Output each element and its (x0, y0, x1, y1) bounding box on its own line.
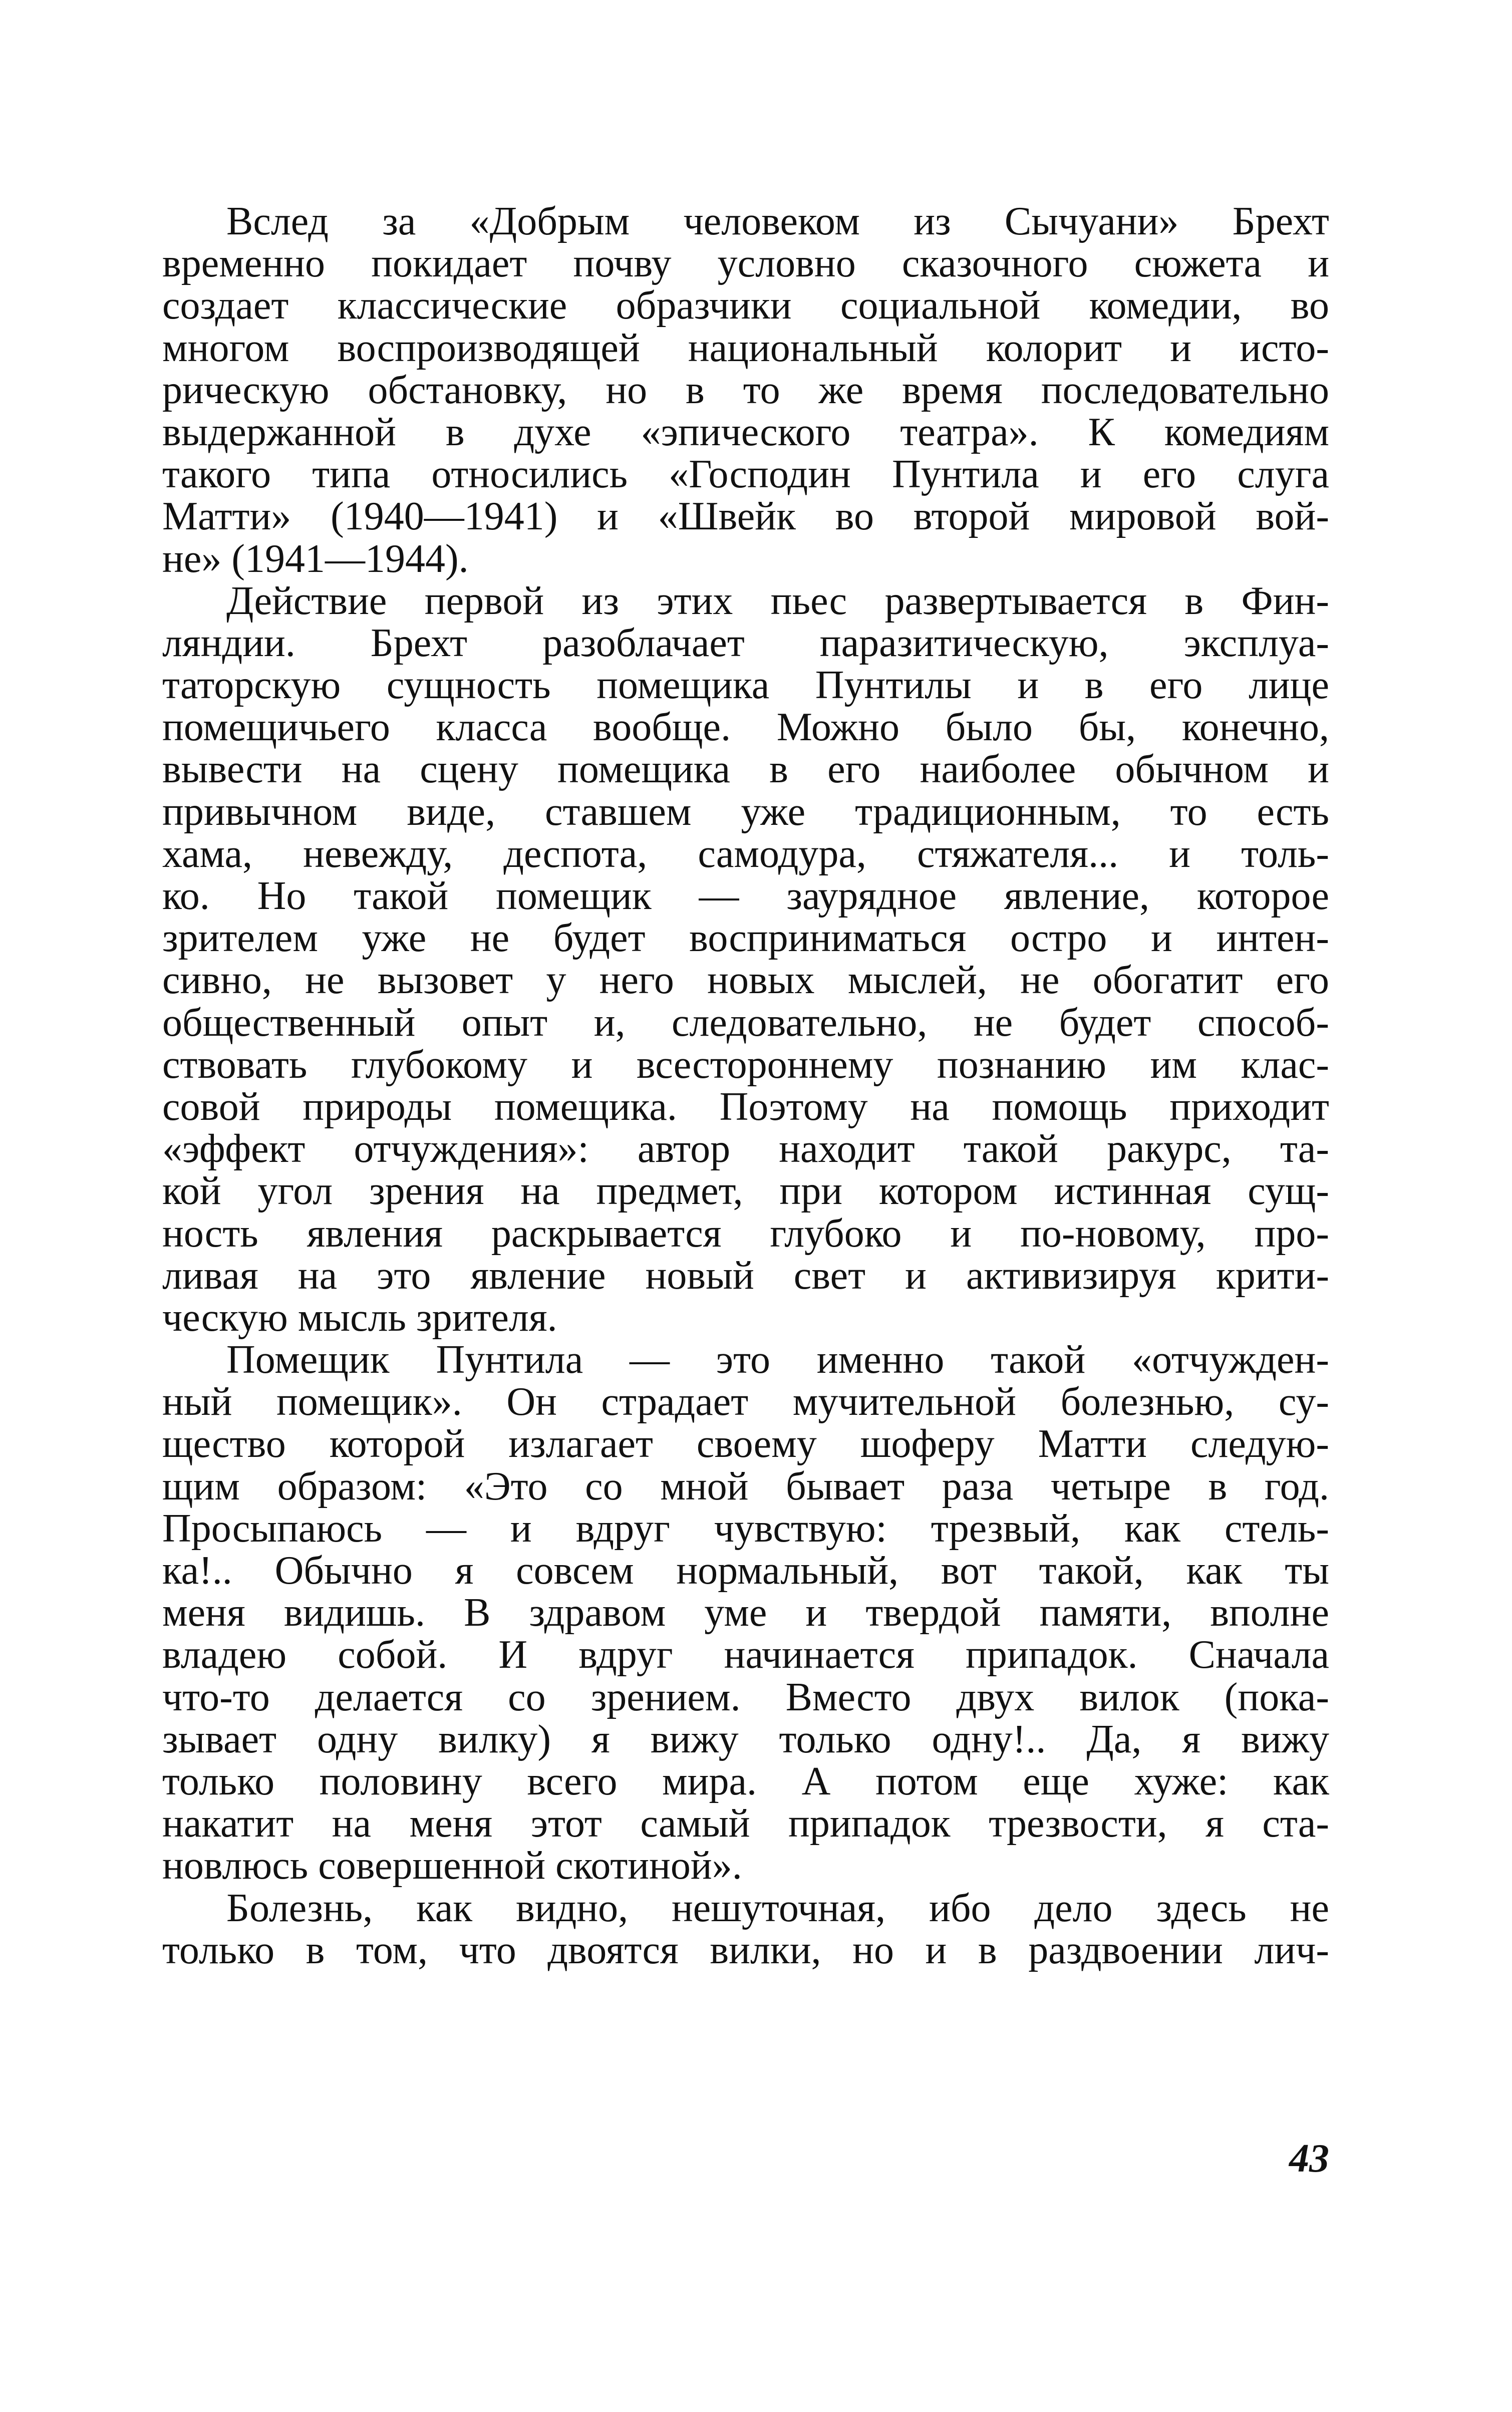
text-line: новлюсь совершенной скотиной». (162, 1844, 742, 1888)
text-line: кой угол зрения на предмет, при котором истинная сущ- (162, 1169, 1329, 1214)
text-line: ствовать глубокому и всестороннему познанию им клас- (162, 1042, 1329, 1087)
text-line: что-то делается со зрением. Вместо двух вилок (пока- (162, 1675, 1329, 1719)
text-line: помещичьего класса вообще. Можно было бы, конечно, (162, 705, 1329, 750)
text-line: создает классические образчики социальной комедии, во (162, 283, 1329, 328)
text-line: накатит на меня этот самый припадок трезвости, я ста- (162, 1801, 1329, 1846)
text-line: только в том, что двоятся вилки, но и в раздвоении лич- (162, 1928, 1329, 1972)
text-line: меня видишь. В здравом уме и твердой памяти, вполне (162, 1591, 1329, 1635)
text-line: хама, невежду, деспота, самодура, стяжателя... и толь- (162, 831, 1329, 876)
text-line: Болезнь, как видно, нешуточная, ибо дело здесь не (226, 1886, 1329, 1930)
text-line: щим образом: «Это со мной бывает раза четыре в год. (162, 1464, 1329, 1509)
text-line: «эффект отчуждения»: автор находит такой ракурс, та- (162, 1127, 1329, 1171)
text-line: общественный опыт и, следовательно, не будет способ- (162, 1000, 1329, 1045)
page-number: 43 (1289, 2137, 1329, 2181)
text-line: таторскую сущность помещика Пунтилы и в его лице (162, 663, 1329, 708)
text-line: не» (1941—1944). (162, 536, 469, 581)
text-line: зывает одну вилку) я вижу только одну!.. Да, я вижу (162, 1717, 1329, 1761)
text-line: сивно, не вызовет у него новых мыслей, не обогатит его (162, 958, 1329, 1003)
text-line: такого типа относились «Господин Пунтила и его слуга (162, 452, 1329, 497)
text-line: совой природы помещика. Поэтому на помощь приходит (162, 1084, 1329, 1129)
text-line: Вслед за «Добрым человеком из Сычуани» Брехт (226, 199, 1329, 243)
text-line: временно покидает почву условно сказочного сюжета и (162, 241, 1329, 286)
text-line: зрителем уже не будет восприниматься остро и интен- (162, 916, 1329, 961)
text-line: ко. Но такой помещик — заурядное явление, которое (162, 874, 1329, 918)
text-line: ческую мысль зрителя. (162, 1295, 557, 1340)
text-line: владею собой. И вдруг начинается припадок. Сначала (162, 1633, 1329, 1677)
text-line: Помещик Пунтила — это именно такой «отчужден- (226, 1338, 1329, 1382)
text-line: привычном виде, ставшем уже традиционным, то есть (162, 789, 1329, 834)
text-line: рическую обстановку, но в то же время последовательно (162, 368, 1329, 412)
text-line: вывести на сцену помещика в его наиболее обычном и (162, 747, 1329, 792)
text-line: ность явления раскрывается глубоко и по-новому, про- (162, 1211, 1329, 1256)
text-line: ляндии. Брехт разоблачает паразитическую, эксплуа- (162, 621, 1329, 665)
text-line: Действие первой из этих пьес развертывается в Фин- (226, 578, 1329, 623)
text-line: Просыпаюсь — и вдруг чувствую: трезвый, как стель- (162, 1506, 1329, 1551)
text-line: щество которой излагает своему шоферу Матти следую- (162, 1422, 1329, 1466)
text-line: ливая на это явление новый свет и активизируя крити- (162, 1253, 1329, 1298)
text-line: только половину всего мира. А потом еще хуже: как (162, 1759, 1329, 1803)
text-line: Матти» (1940—1941) и «Швейк во второй мировой вой- (162, 494, 1329, 539)
body-text (162, 200, 1329, 1971)
text-line: ный помещик». Он страдает мучительной болезнью, су- (162, 1380, 1329, 1424)
text-line: ка!.. Обычно я совсем нормальный, вот такой, как ты (162, 1549, 1329, 1593)
text-line: многом воспроизводящей национальный колорит и исто- (162, 326, 1329, 370)
text-line: выдержанной в духе «эпического театра». К комедиям (162, 410, 1329, 454)
